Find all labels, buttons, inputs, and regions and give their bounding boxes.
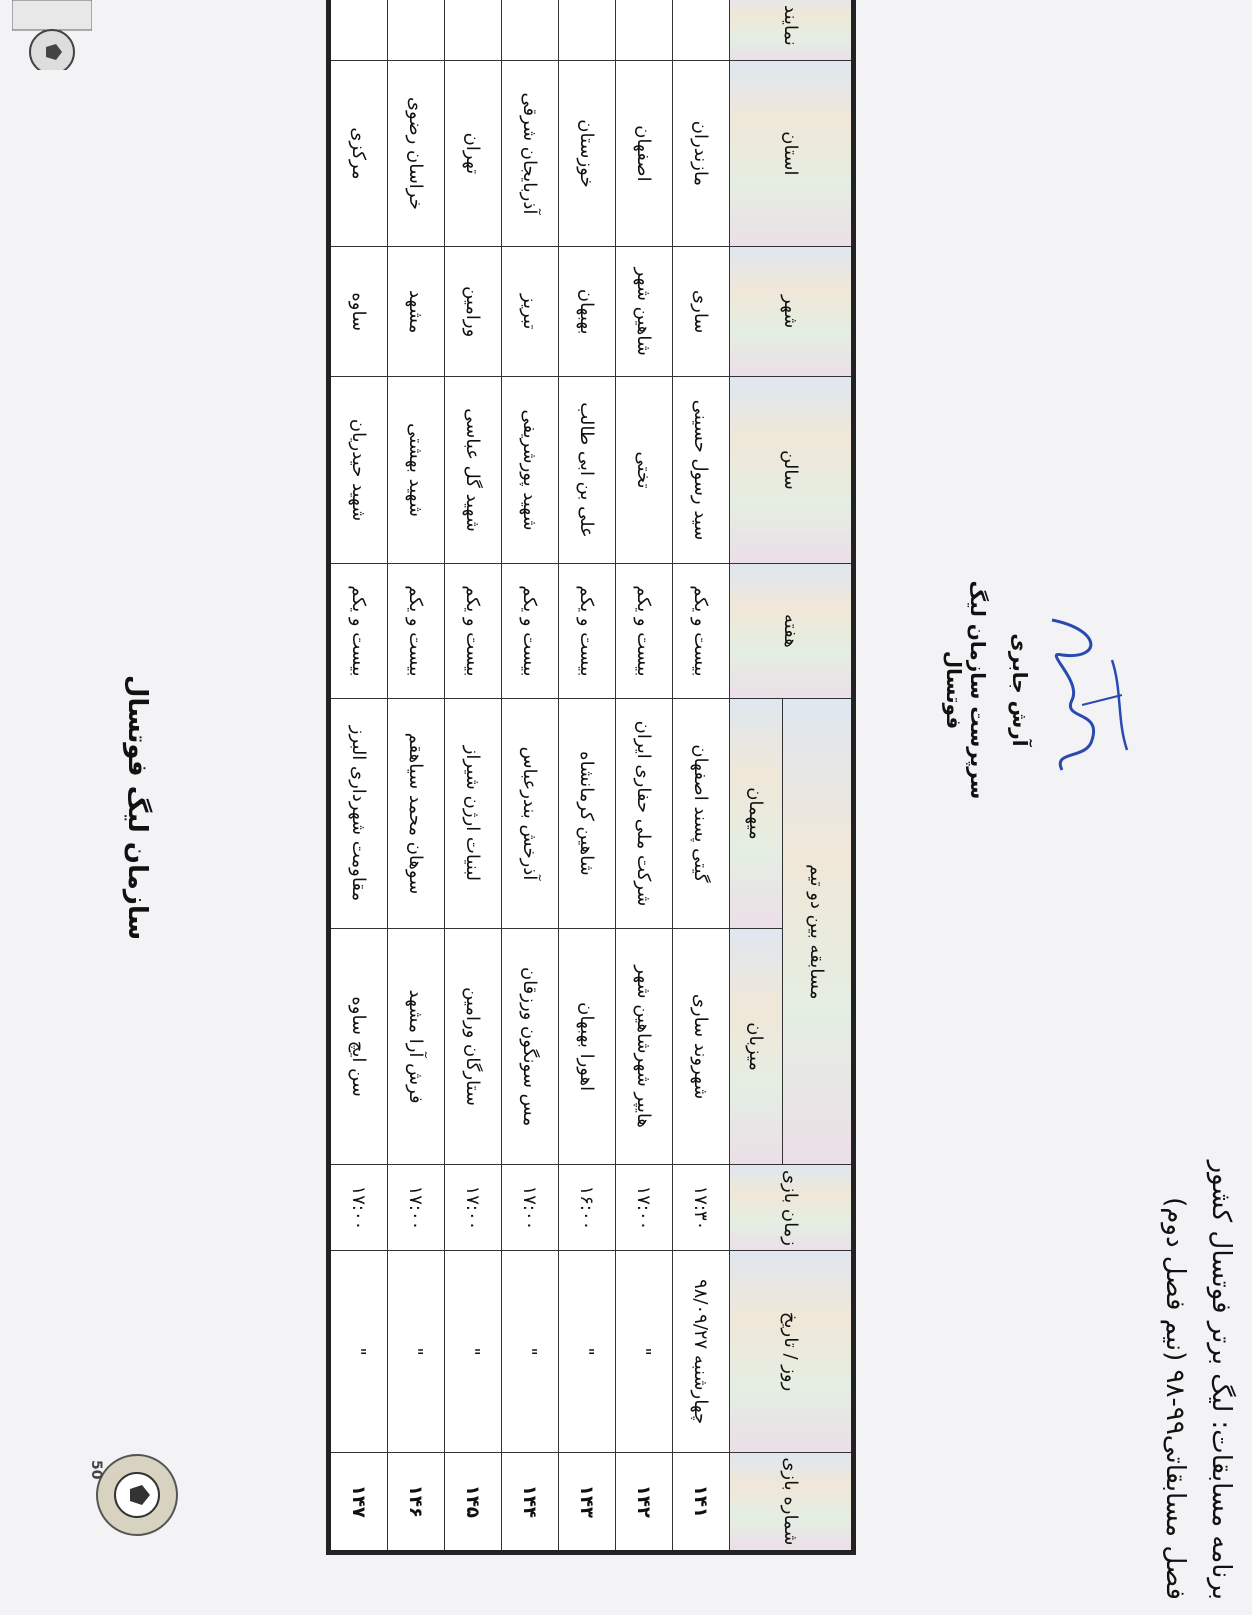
header-time: زمان بازی (730, 1165, 854, 1251)
cell-host: ستارگان ورامین (445, 928, 502, 1165)
cell-province: خراسان رضوی (388, 60, 445, 246)
cell-hall: شهید گل عباسی (445, 377, 502, 563)
cell-representative (559, 0, 616, 60)
header-number: شماره بازی (730, 1452, 854, 1552)
cell-hall: علی بن ابی طالب (559, 377, 616, 563)
cell-number: ۱۴۶ (388, 1452, 445, 1552)
cell-province: اصفهان (616, 60, 673, 246)
cell-date: " (388, 1251, 445, 1452)
match-schedule-table (326, 0, 856, 1555)
cell-number: ۱۴۲ (616, 1452, 673, 1552)
cell-time: ۱۷:۰۰ (445, 1165, 502, 1251)
cell-number: ۱۴۱ (673, 1452, 730, 1552)
cell-time: ۱۷:۰۰ (616, 1165, 673, 1251)
handwritten-signature (1022, 600, 1142, 780)
cell-hall: شهید بهشتی (388, 377, 445, 563)
cell-time: ۱۷:۰۰ (388, 1165, 445, 1251)
cell-city: ساری (673, 246, 730, 376)
cell-hall: شهید پورشریفی (502, 377, 559, 563)
cell-date: " (502, 1251, 559, 1452)
cell-week: بیست و یکم (445, 563, 502, 699)
cell-time: ۱۷:۰۰ (329, 1165, 388, 1251)
header-city: شهر (730, 246, 854, 376)
cell-guest: مقاومت شهرداری البرز (329, 699, 388, 929)
cell-guest: آذرخش بندرعباس (502, 699, 559, 929)
cell-date: " (559, 1251, 616, 1452)
cell-week: بیست و یکم (559, 563, 616, 699)
cell-time: ۱۶:۰۰ (559, 1165, 616, 1251)
cell-guest: سوهان محمد سیاهقم (388, 699, 445, 929)
cell-host: مس سونگون ورزقان (502, 928, 559, 1165)
cell-province: مرکزی (329, 60, 388, 246)
cell-number: ۱۴۵ (445, 1452, 502, 1552)
cell-city: ساوه (329, 246, 388, 376)
table-row (502, 0, 559, 1553)
cell-hall: سید رسول حسینی (673, 377, 730, 563)
cell-date: " (329, 1251, 388, 1452)
cell-hall: تختی (616, 377, 673, 563)
svg-text:50: 50 (88, 1460, 104, 1480)
cell-guest: لبنیات ارژن شیراز (445, 699, 502, 929)
cell-province: خوزستان (559, 60, 616, 246)
cell-host: شهروند ساری (673, 928, 730, 1165)
cell-host: هایپر شهرشاهین شهر (616, 928, 673, 1165)
signatory-name: آرش جابری (1008, 633, 1032, 747)
table-row (445, 0, 502, 1553)
cell-host: سن ایچ ساوه (329, 928, 388, 1165)
cell-date: " (616, 1251, 673, 1452)
signatory-title: سرپرست سازمان لیگ فوتسال (942, 580, 990, 800)
organization-title: سازمان لیگ فوتسال (122, 674, 152, 941)
cell-date: چهارشنبه ۹۸/۰۹/۲۷ (673, 1251, 730, 1452)
federation-emblem (12, 0, 92, 70)
header-week: هفته (730, 563, 854, 699)
program-title-line2: فصل مسابقاتی۹۹-۹۸ (نیم فصل دوم) (1160, 1197, 1190, 1600)
cell-time: ۱۷:۳۰ (673, 1165, 730, 1251)
cell-representative (329, 0, 388, 60)
cell-guest: گیتی پسند اصفهان (673, 699, 730, 929)
table-row (388, 0, 445, 1553)
cell-week: بیست و یکم (388, 563, 445, 699)
table-header-row (783, 0, 854, 1553)
cell-week: بیست و یکم (329, 563, 388, 699)
program-title-line1: برنامه مسابقات: لیگ برتر فوتسال کشور (1206, 1160, 1236, 1600)
cell-city: ورامین (445, 246, 502, 376)
cell-week: بیست و یکم (673, 563, 730, 699)
cell-number: ۱۴۷ (329, 1452, 388, 1552)
cell-city: شاهین شهر (616, 246, 673, 376)
cell-representative (502, 0, 559, 60)
signature-block (942, 560, 1142, 820)
cell-date: " (445, 1251, 502, 1452)
header-match: مسابقه بین دو تیم (783, 699, 854, 1165)
cell-representative (673, 0, 730, 60)
header-host: میزبان (730, 928, 783, 1165)
cell-representative (445, 0, 502, 60)
header-hall: سالن (730, 377, 854, 563)
table-row (559, 0, 616, 1553)
cell-week: بیست و یکم (616, 563, 673, 699)
cell-city: بهبهان (559, 246, 616, 376)
cell-representative (616, 0, 673, 60)
program-title (1152, 1080, 1244, 1600)
cell-province: تهران (445, 60, 502, 246)
header-date: روز / تاریخ (730, 1251, 854, 1452)
header-representative: نمایند (730, 0, 854, 60)
cell-number: ۱۴۴ (502, 1452, 559, 1552)
cell-number: ۱۴۳ (559, 1452, 616, 1552)
cell-host: اهورا بهبهان (559, 928, 616, 1165)
header-guest: میهمان (730, 699, 783, 929)
header-province: استان (730, 60, 854, 246)
table-row (329, 0, 388, 1553)
cell-week: بیست و یکم (502, 563, 559, 699)
cell-city: مشهد (388, 246, 445, 376)
table-row (673, 0, 730, 1553)
cell-city: تبریز (502, 246, 559, 376)
cell-representative (388, 0, 445, 60)
cell-province: آذربایجان شرقی (502, 60, 559, 246)
cell-hall: شهید حیدریان (329, 377, 388, 563)
cell-guest: شاهین کرمانشاه (559, 699, 616, 929)
cell-time: ۱۷:۰۰ (502, 1165, 559, 1251)
cell-province: مازندران (673, 60, 730, 246)
table-row (616, 0, 673, 1553)
cell-host: فرش آرا مشهد (388, 928, 445, 1165)
cell-guest: شرکت ملی حفاری ایران (616, 699, 673, 929)
